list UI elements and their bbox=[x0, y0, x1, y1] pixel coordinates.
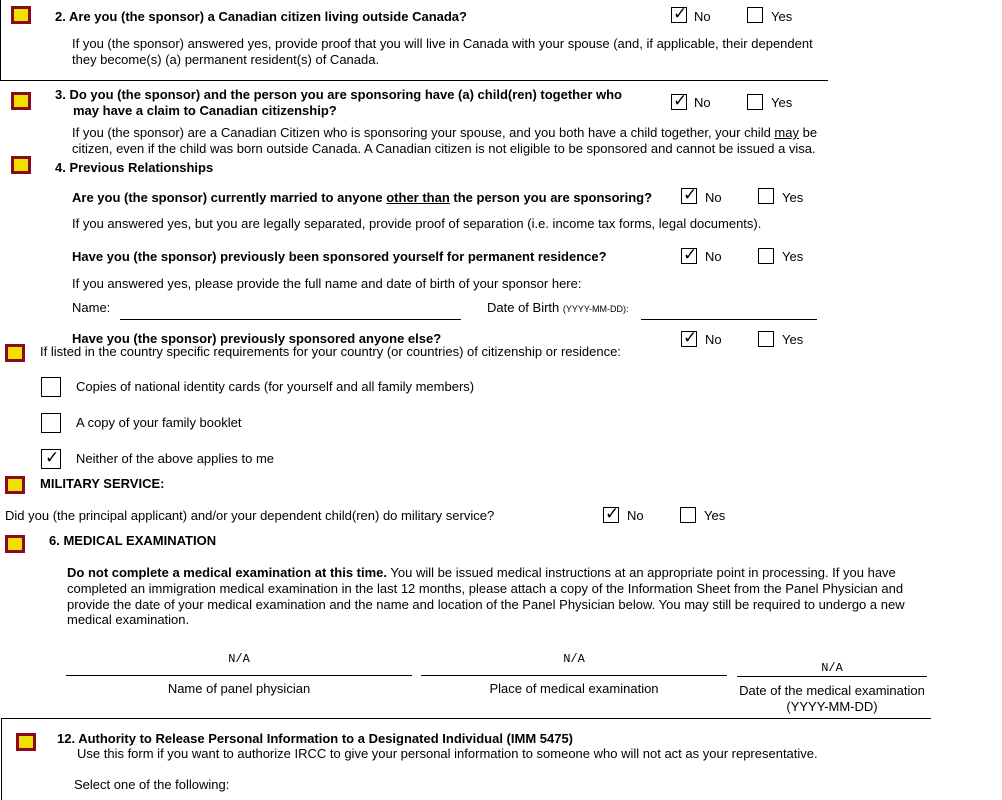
q4-name-field[interactable] bbox=[120, 319, 461, 320]
q4-dob-field[interactable] bbox=[641, 319, 817, 320]
q3-yes-checkbox[interactable] bbox=[747, 94, 763, 110]
q12-body: Use this form if you want to authorize IRCC to give your personal information to someone who will not act as your representative. bbox=[77, 746, 818, 761]
medical-line1: Do not complete a medical examination at this time. You will be issued medical instructions at an appropriate point in processing. If you have bbox=[67, 565, 896, 580]
country-opt3-checkbox[interactable] bbox=[41, 449, 61, 469]
military-title: MILITARY SERVICE: bbox=[40, 476, 165, 491]
section-border-left bbox=[1, 718, 2, 800]
marker-icon bbox=[11, 6, 31, 24]
q12-select-label: Select one of the following: bbox=[74, 777, 230, 792]
date-underline bbox=[737, 676, 927, 677]
q3-title-line2: may have a claim to Canadian citizenship? bbox=[73, 103, 337, 118]
q2-no-label: No bbox=[694, 9, 711, 24]
q4-sponsored-note: If you answered yes, please provide the full name and date of birth of your sponsor here: bbox=[72, 276, 582, 291]
q4-sponsored-yes-label: Yes bbox=[782, 249, 804, 264]
q2-yes-label: Yes bbox=[771, 9, 793, 24]
medical-line4: medical examination. bbox=[67, 612, 190, 627]
section-divider bbox=[1, 718, 931, 719]
place-input[interactable]: N/A bbox=[563, 652, 585, 666]
q4-married-note: If you answered yes, but you are legally separated, provide proof of separation (i.e. income tax forms, legal documents). bbox=[72, 216, 762, 231]
country-opt2-label: A copy of your family booklet bbox=[76, 415, 242, 430]
q2-body-line2: they become(s) (a) permanent resident(s) of Canada. bbox=[72, 52, 380, 67]
q4-dob-label: Date of Birth (YYYY-MM-DD): bbox=[487, 300, 629, 315]
country-opt2-checkbox[interactable] bbox=[41, 413, 61, 433]
military-no-label: No bbox=[627, 508, 644, 523]
q3-body-line1: If you (the sponsor) are a Canadian Citizen who is sponsoring your spouse, and you both have a child together, your child may be bbox=[72, 125, 818, 140]
q4-sponsored-yes-checkbox[interactable] bbox=[758, 248, 774, 264]
marker-icon bbox=[16, 733, 36, 751]
q3-body-line2: citizen, even if the child was born outside Canada. A Canadian citizen is not eligible to be sponsored and cannot be issued a visa. bbox=[72, 141, 816, 156]
date-label-line1: Date of the medical examination bbox=[739, 683, 925, 698]
military-question: Did you (the principal applicant) and/or your dependent child(ren) do military service? bbox=[5, 508, 495, 523]
q2-body-line1: If you (the sponsor) answered yes, provide proof that you will live in Canada with your spouse (and, if applicable, their dependent bbox=[72, 36, 813, 51]
military-yes-label: Yes bbox=[704, 508, 726, 523]
q4-hidden-no-checkbox[interactable] bbox=[681, 331, 697, 347]
country-opt1-label: Copies of national identity cards (for yourself and all family members) bbox=[76, 379, 475, 394]
medical-line2: completed an immigration medical examination in the last 12 months, please attach a copy of the Information Sheet from the Panel Physician and bbox=[67, 581, 904, 596]
military-no-checkbox[interactable] bbox=[603, 507, 619, 523]
marker-icon bbox=[5, 535, 25, 553]
section-divider bbox=[0, 80, 828, 81]
q4-name-label: Name: bbox=[72, 300, 111, 315]
marker-icon bbox=[5, 344, 25, 362]
section-border-left bbox=[0, 0, 1, 80]
q4-married-question: Are you (the sponsor) currently married to anyone other than the person you are sponsoring? bbox=[72, 190, 653, 205]
q3-title-line1: 3. Do you (the sponsor) and the person you are sponsoring have (a) child(ren) together who bbox=[55, 87, 622, 102]
q2-yes-checkbox[interactable] bbox=[747, 7, 763, 23]
country-title: If listed in the country specific requirements for your country (or countries) of citizenship or residence: bbox=[40, 344, 621, 359]
marker-icon bbox=[5, 476, 25, 494]
physician-input[interactable]: N/A bbox=[228, 652, 250, 666]
q4-married-no-checkbox[interactable] bbox=[681, 188, 697, 204]
q4-married-yes-checkbox[interactable] bbox=[758, 188, 774, 204]
q4-sponsored-question: Have you (the sponsor) previously been sponsored yourself for permanent residence? bbox=[72, 249, 607, 264]
date-input[interactable]: N/A bbox=[821, 661, 843, 675]
medical-title: 6. MEDICAL EXAMINATION bbox=[49, 533, 217, 548]
place-underline bbox=[421, 675, 727, 676]
q4-sponsored-no-checkbox[interactable] bbox=[681, 248, 697, 264]
q3-no-checkbox[interactable] bbox=[671, 94, 687, 110]
q12-title: 12. Authority to Release Personal Information to a Designated Individual (IMM 5475) bbox=[57, 731, 574, 746]
q3-yes-label: Yes bbox=[771, 95, 793, 110]
q2-title: 2. Are you (the sponsor) a Canadian citizen living outside Canada? bbox=[55, 9, 467, 24]
marker-icon bbox=[11, 92, 31, 110]
q3-no-label: No bbox=[694, 95, 711, 110]
q4-hidden-no-label: No bbox=[705, 332, 722, 347]
physician-label: Name of panel physician bbox=[167, 681, 311, 696]
country-opt1-checkbox[interactable] bbox=[41, 377, 61, 397]
q2-no-checkbox[interactable] bbox=[671, 7, 687, 23]
q4-hidden-yes-checkbox[interactable] bbox=[758, 331, 774, 347]
q4-title: 4. Previous Relationships bbox=[55, 160, 214, 175]
physician-underline bbox=[66, 675, 412, 676]
country-opt3-label: Neither of the above applies to me bbox=[76, 451, 275, 466]
place-label: Place of medical examination bbox=[489, 681, 659, 696]
marker-icon bbox=[11, 156, 31, 174]
q4-married-no-label: No bbox=[705, 190, 722, 205]
q4-hidden-yes-label: Yes bbox=[782, 332, 804, 347]
date-label-line2: (YYYY-MM-DD) bbox=[786, 699, 878, 714]
q4-married-yes-label: Yes bbox=[782, 190, 804, 205]
military-yes-checkbox[interactable] bbox=[680, 507, 696, 523]
medical-line3: provide the date of your medical examination and the name and location of the Panel Physician below. You may still be required to undergo a new bbox=[67, 597, 905, 612]
q4-sponsored-no-label: No bbox=[705, 249, 722, 264]
q4-hidden-question: Have you (the sponsor) previously sponsored anyone else? bbox=[72, 331, 442, 346]
